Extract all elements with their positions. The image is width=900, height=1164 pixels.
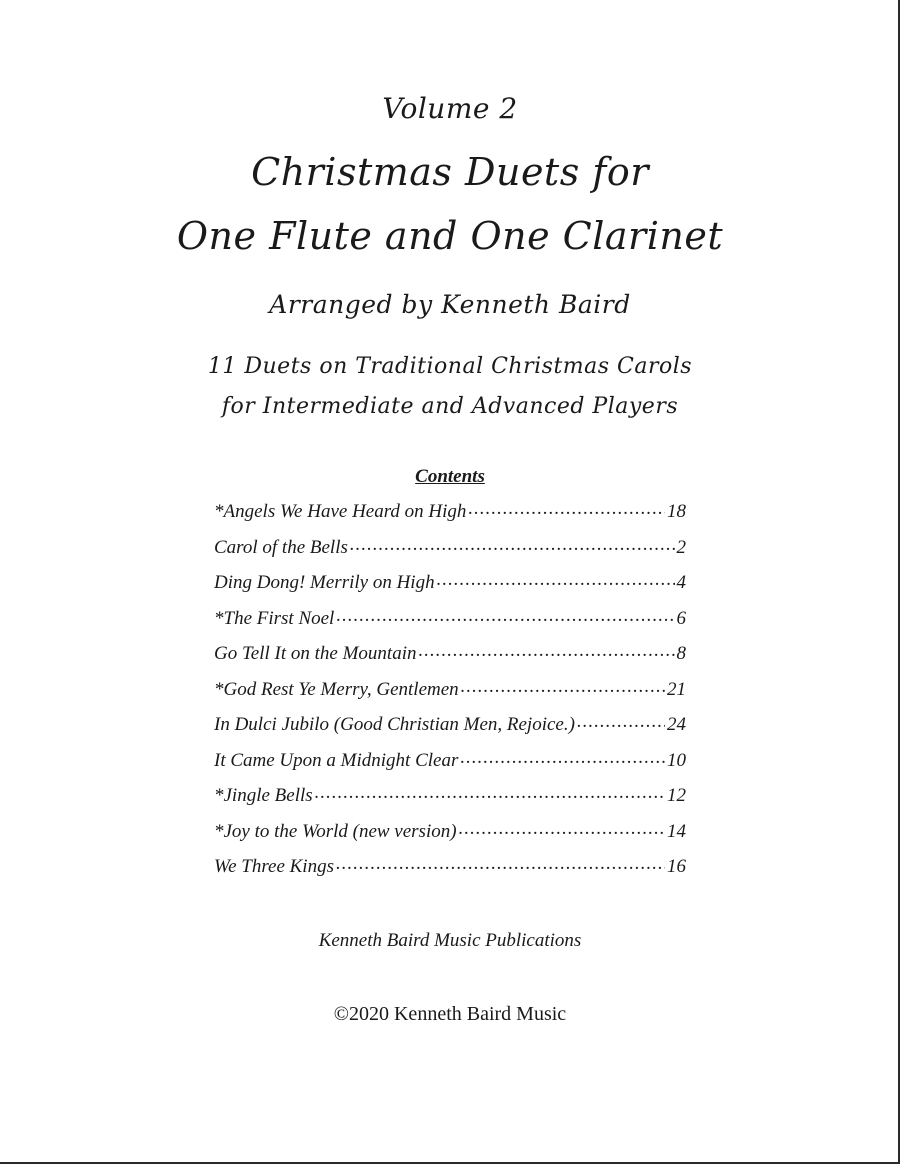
- toc-entry-title: We Three Kings: [214, 856, 334, 877]
- copyright-notice: ©2020 Kenneth Baird Music: [333, 1003, 567, 1025]
- toc-entry-page: 6: [676, 607, 686, 629]
- toc-dot-leader: [315, 782, 665, 801]
- volume-label: Volume 2: [382, 92, 518, 125]
- toc-entry: [214, 534, 686, 570]
- toc-entry-title: Go Tell It on the Mountain: [214, 643, 417, 664]
- toc-entry-title: Ding Dong! Merrily on High: [214, 572, 435, 593]
- toc-entry: [214, 747, 686, 783]
- toc-entry: [214, 498, 686, 534]
- toc-dot-leader: [460, 747, 665, 766]
- toc-entry-title: *God Rest Ye Merry, Gentlemen: [214, 678, 459, 700]
- toc-entry-page: 10: [667, 749, 686, 771]
- toc-dot-leader: [419, 640, 675, 659]
- title-line-2: One Flute and One Clarinet: [176, 214, 724, 258]
- description-line-1: 11 Duets on Traditional Christmas Carols: [207, 354, 693, 379]
- toc-entry-page: 14: [667, 820, 686, 842]
- toc-dot-leader: [336, 853, 665, 872]
- toc-entry: [214, 782, 686, 818]
- toc-entry-page: 16: [667, 856, 686, 877]
- contents-heading: Contents: [415, 466, 485, 487]
- toc-entry-page: 18: [667, 501, 686, 522]
- toc-dot-leader: [350, 534, 675, 553]
- title-line-1: Christmas Duets for: [251, 150, 649, 194]
- toc-entry-page: 2: [676, 536, 686, 558]
- toc-entry-page: 24: [667, 714, 686, 735]
- toc-entry-title: In Dulci Jubilo (Good Christian Men, Rejoice.): [214, 714, 575, 735]
- toc-entry: [214, 818, 686, 854]
- toc-dot-leader: [577, 711, 665, 730]
- description-line-2: for Intermediate and Advanced Players: [221, 394, 679, 419]
- toc-entry-title: It Came Upon a Midnight Clear: [214, 749, 459, 771]
- toc-entry-title: Carol of the Bells: [214, 536, 348, 558]
- toc-entry-page: 8: [676, 643, 686, 664]
- toc-entry: [214, 853, 686, 889]
- toc-entry: [214, 640, 686, 676]
- publisher-name: Kenneth Baird Music Publications: [318, 930, 582, 951]
- table-of-contents: [214, 498, 686, 889]
- toc-entry: [214, 711, 686, 747]
- toc-dot-leader: [336, 605, 674, 624]
- toc-dot-leader: [459, 818, 665, 837]
- toc-entry-page: 21: [667, 678, 686, 700]
- toc-entry-title: *The First Noel: [214, 607, 335, 629]
- toc-entry-page: 12: [667, 785, 686, 806]
- toc-entry: [214, 676, 686, 712]
- toc-entry-title: *Angels We Have Heard on High: [214, 501, 467, 522]
- toc-entry: [214, 605, 686, 641]
- toc-dot-leader: [468, 498, 665, 517]
- toc-entry: [214, 569, 686, 605]
- toc-dot-leader: [437, 569, 675, 588]
- toc-dot-leader: [461, 676, 665, 695]
- arranger-credit: Arranged by Kenneth Baird: [269, 290, 631, 319]
- toc-entry-title: *Joy to the World (new version): [214, 820, 457, 842]
- toc-entry-page: 4: [676, 572, 686, 593]
- toc-entry-title: *Jingle Bells: [214, 785, 313, 806]
